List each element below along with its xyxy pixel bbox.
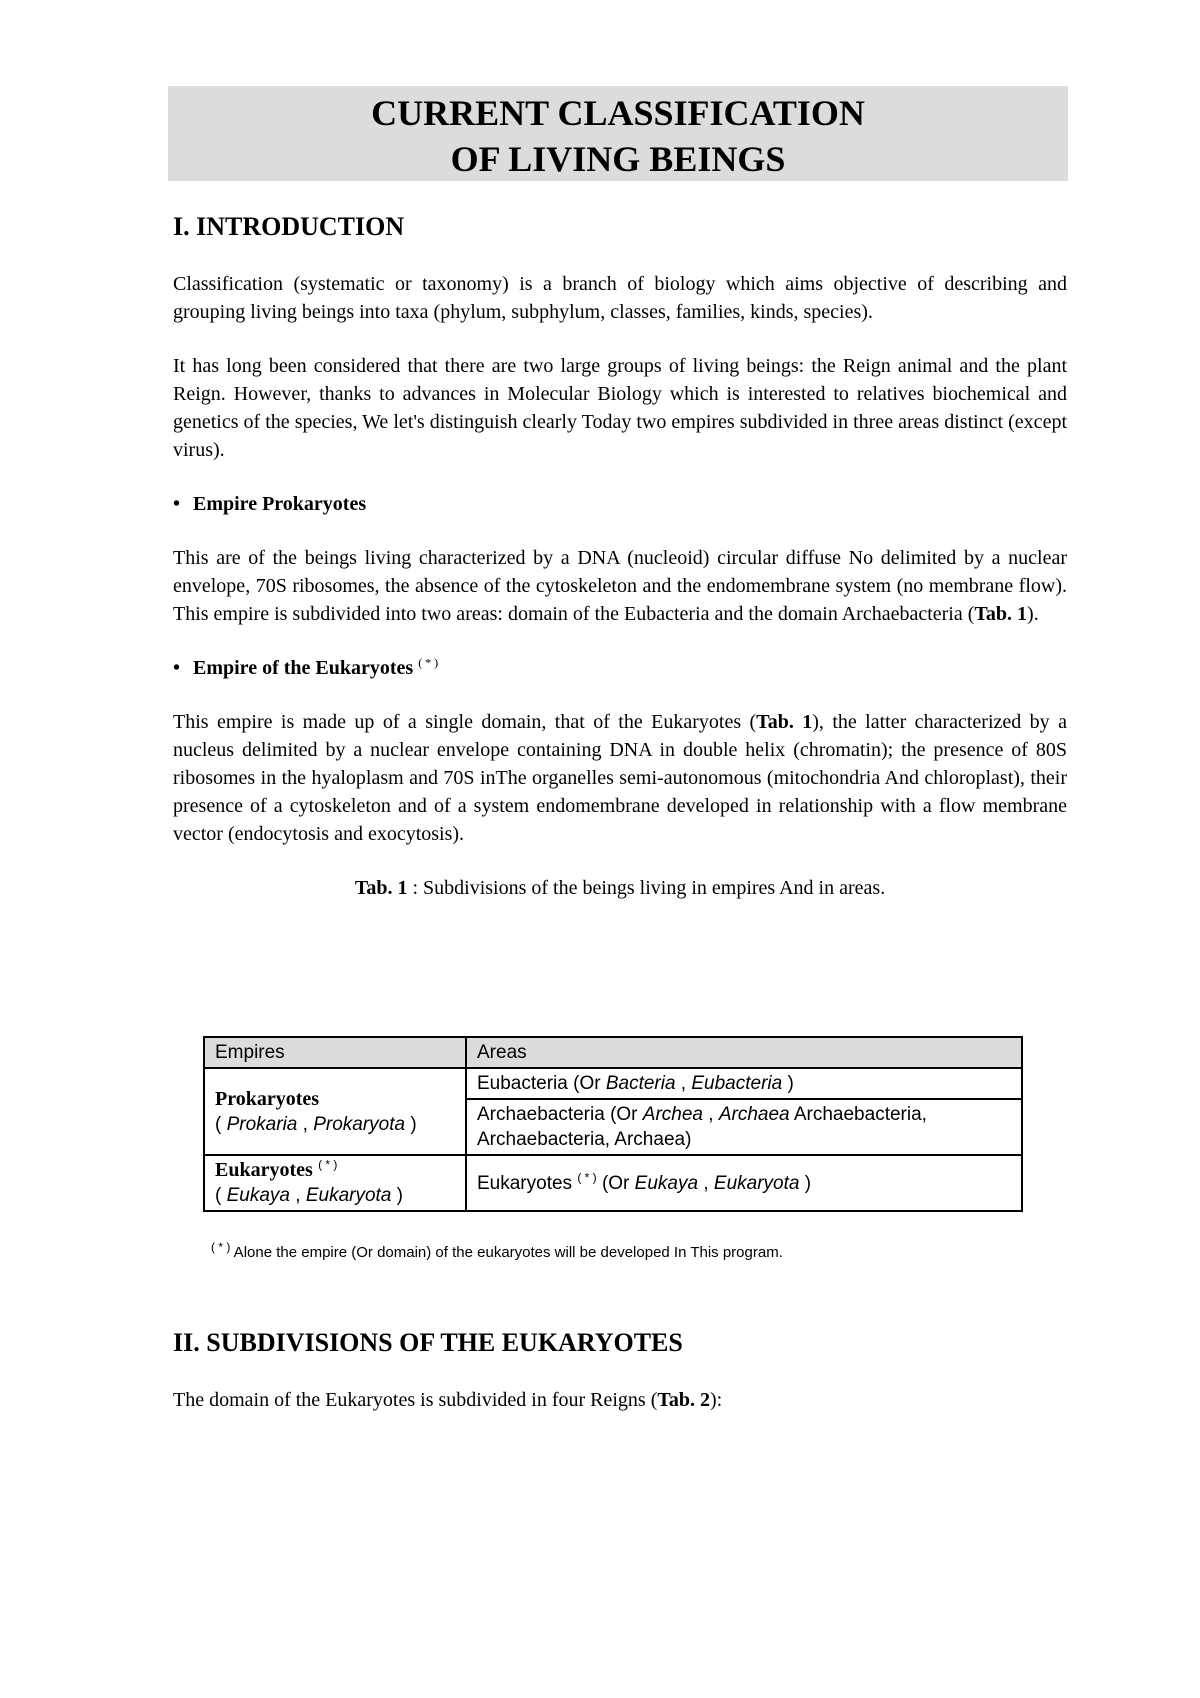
empire-prokaryotes-cell (204, 1068, 466, 1155)
title-line-1: CURRENT CLASSIFICATION (371, 93, 865, 133)
footnote-marker: ( * ) (211, 1240, 231, 1254)
table-reference: Tab. 2 (657, 1389, 710, 1411)
empire-eukaryotes-alt: ( Eukaya , Eukaryota ) (215, 1185, 403, 1206)
table-reference: Tab. 1 (974, 603, 1028, 625)
section-subdivisions (173, 1326, 1067, 1414)
table-caption-ref: Tab. 1 (354, 877, 408, 899)
table-caption-text: : Subdivisions of the beings living in empires And in areas. (407, 877, 886, 899)
empire-prokaryotes-alt: ( Prokaria , Prokaryota ) (215, 1113, 417, 1135)
prokaryotes-text: This are of the beings living characterized by a DNA (nucleoid) circular diffuse No delimited by a nuclear envelope, 70S ribosomes, the absence of the cytoskeleton and the endomembrane system (no membrane flow). This empire is subdivided into two areas: domain of the Eubacteria and the domain Archaebacteria ( (173, 547, 1067, 625)
title-box (168, 86, 1068, 181)
subdivisions-text: The domain of the Eukaryotes is subdivided in four Reigns ( (173, 1389, 658, 1411)
table-caption (173, 874, 1067, 902)
title-line-2: OF LIVING BEINGS (450, 139, 786, 179)
area-eukaryotes-cell: Eukaryotes ( * ) (Or Eukaya , Eukaryota ) (466, 1155, 1022, 1211)
footnote-marker: ( * ) (418, 655, 439, 670)
table-reference: Tab. 1 (756, 711, 813, 733)
table-row (204, 1155, 1022, 1211)
bullet-eukaryotes (173, 654, 1067, 682)
bullet-dot-icon: • (173, 657, 181, 679)
section-heading-subdivisions: II. SUBDIVISIONS OF THE EUKARYOTES (173, 1328, 683, 1357)
subdivisions-paragraph (173, 1386, 1067, 1414)
intro-paragraph-2: It has long been considered that there are two large groups of living beings: the Reign animal and the plant Reign. However, thanks to advances in Molecular Biology which is interested to relatives biochemical and genetics of the species, We let's distinguish clearly Today two empires subdivided in three areas distinct (except virus). (173, 355, 1067, 461)
section-heading-introduction: I. INTRODUCTION (173, 212, 405, 241)
intro-paragraph-1: Classification (systematic or taxonomy) is a branch of biology which aims objective of describing and grouping living beings into taxa (phylum, subphylum, classes, families, kinds, species). (173, 273, 1067, 323)
classification-table (203, 1036, 1023, 1212)
table-footnote (211, 1240, 783, 1261)
empire-eukaryotes-cell (204, 1155, 466, 1211)
bullet-prokaryotes (173, 490, 1067, 518)
eukaryotes-text: This empire is made up of a single domain, that of the Eukaryotes ( (173, 711, 757, 733)
eukaryotes-text-end: ), the latter characterized by a nucleus delimited by a nuclear envelope containing DNA in double helix (chromatin); the presence of 80S ribosomes in the hyaloplasm and 70S inThe organelles semi-autonomous (mitochondria And chloroplast), their presence of a cytoskeleton and of a system endomembrane developed in relationship with a flow membrane vector (endocytosis and exocytosis). (173, 711, 1067, 845)
section-introduction (173, 210, 1067, 902)
table-header-areas: Areas (466, 1037, 1022, 1068)
table-header-row (204, 1037, 1022, 1068)
prokaryotes-paragraph (173, 544, 1067, 628)
prokaryotes-text-end: ). (1027, 603, 1039, 625)
table-header-empires: Empires (204, 1037, 466, 1068)
subdivisions-text-end: ): (710, 1389, 723, 1411)
table-row (204, 1068, 1022, 1099)
bullet-eukaryotes-label: Empire of the Eukaryotes (193, 657, 414, 679)
eukaryotes-paragraph (173, 708, 1067, 848)
empire-prokaryotes-name: Prokaryotes (215, 1087, 320, 1110)
area-eubacteria-cell: Eubacteria (Or Bacteria , Eubacteria ) (466, 1068, 1022, 1099)
footnote-text: Alone the empire (Or domain) of the eukaryotes will be developed In This program. (230, 1244, 783, 1261)
area-archaebacteria-cell: Archaebacteria (Or Archea , Archaea Archaebacteria, Archaebacteria, Archaea) (466, 1099, 1022, 1155)
bullet-prokaryotes-label: Empire Prokaryotes (193, 493, 367, 515)
bullet-dot-icon: • (173, 493, 181, 515)
empire-eukaryotes-name: Eukaryotes ( * ) (215, 1157, 338, 1181)
